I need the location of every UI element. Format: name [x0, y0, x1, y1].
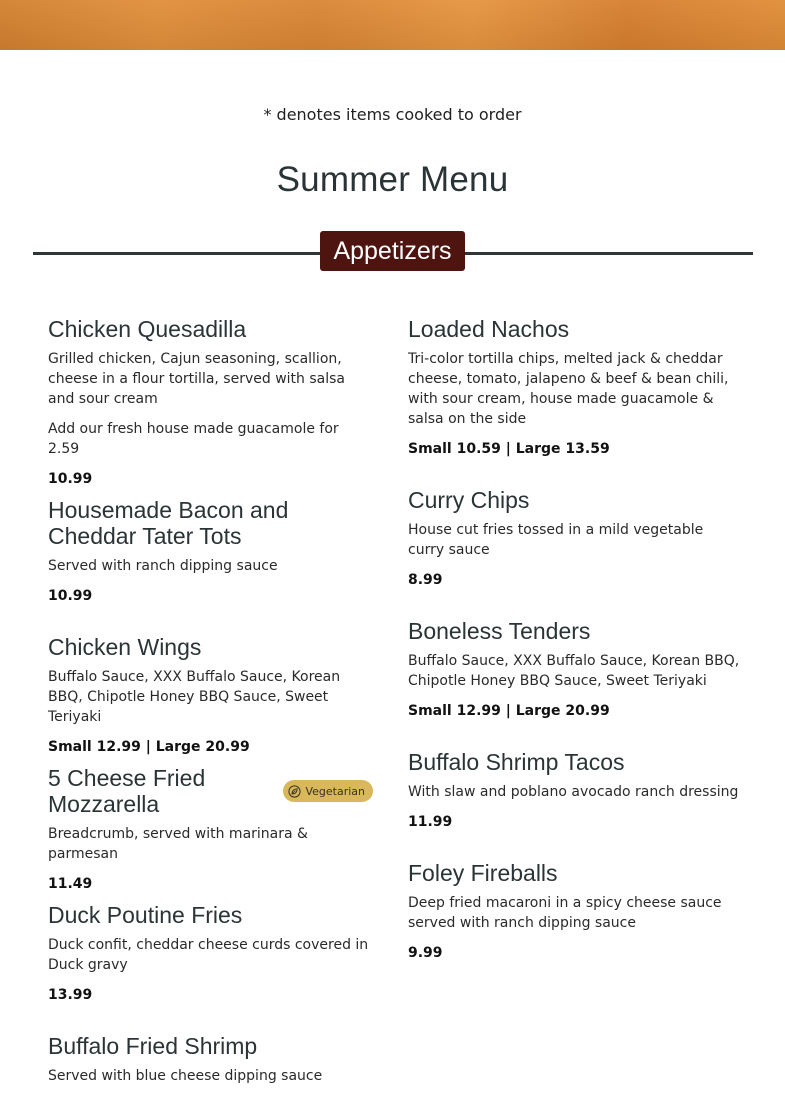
- item-name: Buffalo Shrimp Tacos: [408, 749, 625, 775]
- item-price: Small 12.99 | Large 20.99: [408, 703, 610, 719]
- item-price: Small 10.59 | Large 13.59: [408, 441, 610, 457]
- item-description: With slaw and poblano avocado ranch dressing: [408, 784, 739, 800]
- menu-item: [408, 618, 743, 721]
- item-price: 8.99: [408, 572, 443, 588]
- menu-item: [408, 749, 743, 832]
- item-name: Chicken Wings: [48, 634, 202, 660]
- item-description: Grilled chicken, Cajun seasoning, scallion, cheese in a flour tortilla, served with salsa and sour cream: [48, 351, 345, 407]
- item-name: Buffalo Fried Shrimp: [48, 1033, 258, 1059]
- leaf-icon: [288, 785, 301, 798]
- item-description: House cut fries tossed in a mild vegetable curry sauce: [408, 522, 704, 558]
- vegetarian-badge: [283, 780, 373, 802]
- item-price: 9.99: [408, 945, 443, 961]
- menu-item: [48, 902, 373, 1005]
- item-description: Buffalo Sauce, XXX Buffalo Sauce, Korean BBQ, Chipotle Honey BBQ Sauce, Sweet Teriyaki: [408, 653, 740, 689]
- item-price: 11.49: [48, 876, 93, 892]
- menu-item: [48, 634, 373, 757]
- item-price: Small 12.99 | Large 20.99: [48, 739, 250, 755]
- item-name: Loaded Nachos: [408, 316, 570, 342]
- cooked-to-order-note: * denotes items cooked to order: [263, 105, 522, 124]
- menu-item: [48, 765, 373, 894]
- item-description: Deep fried macaroni in a spicy cheese sauce served with ranch dipping sauce: [408, 895, 722, 931]
- top-banner-image: [0, 0, 785, 50]
- menu-item: [48, 497, 373, 606]
- item-name: Chicken Quesadilla: [48, 316, 247, 342]
- menu-item: [48, 1033, 373, 1086]
- item-name: Boneless Tenders: [408, 618, 591, 644]
- item-name: Housemade Bacon and Cheddar Tater Tots: [48, 497, 289, 549]
- item-description: Buffalo Sauce, XXX Buffalo Sauce, Korean BBQ, Chipotle Honey BBQ Sauce, Sweet Teriyaki: [48, 669, 341, 725]
- item-name: 5 Cheese Fried Mozzarella: [48, 765, 206, 817]
- item-name: Foley Fireballs: [408, 860, 558, 886]
- section-heading-appetizers: Appetizers: [320, 231, 465, 271]
- item-price: 13.99: [48, 987, 93, 1003]
- item-header: [48, 765, 373, 817]
- menu-item: [408, 860, 743, 963]
- item-name: Duck Poutine Fries: [48, 902, 243, 928]
- item-description: Tri-color tortilla chips, melted jack & cheddar cheese, tomato, jalapeno & beef & bean chili, with sour cream, house made guacamole & salsa on the side: [408, 351, 729, 427]
- item-add-on: Add our fresh house made guacamole for 2.59: [48, 421, 339, 457]
- item-description: Served with blue cheese dipping sauce: [48, 1068, 323, 1084]
- vegetarian-badge-label: Vegetarian: [305, 784, 365, 798]
- item-price: 10.99: [48, 588, 93, 604]
- item-description: Breadcrumb, served with marinara & parmesan: [48, 826, 308, 862]
- item-description: Duck confit, cheddar cheese curds covered in Duck gravy: [48, 937, 369, 973]
- menu-item: [48, 316, 373, 489]
- item-price: 11.99: [408, 814, 453, 830]
- page-title: Summer Menu: [276, 160, 509, 199]
- menu-item: [408, 487, 743, 590]
- item-description: Served with ranch dipping sauce: [48, 558, 278, 574]
- item-name: Curry Chips: [408, 487, 530, 513]
- item-price: 10.99: [48, 471, 93, 487]
- menu-item: [408, 316, 743, 459]
